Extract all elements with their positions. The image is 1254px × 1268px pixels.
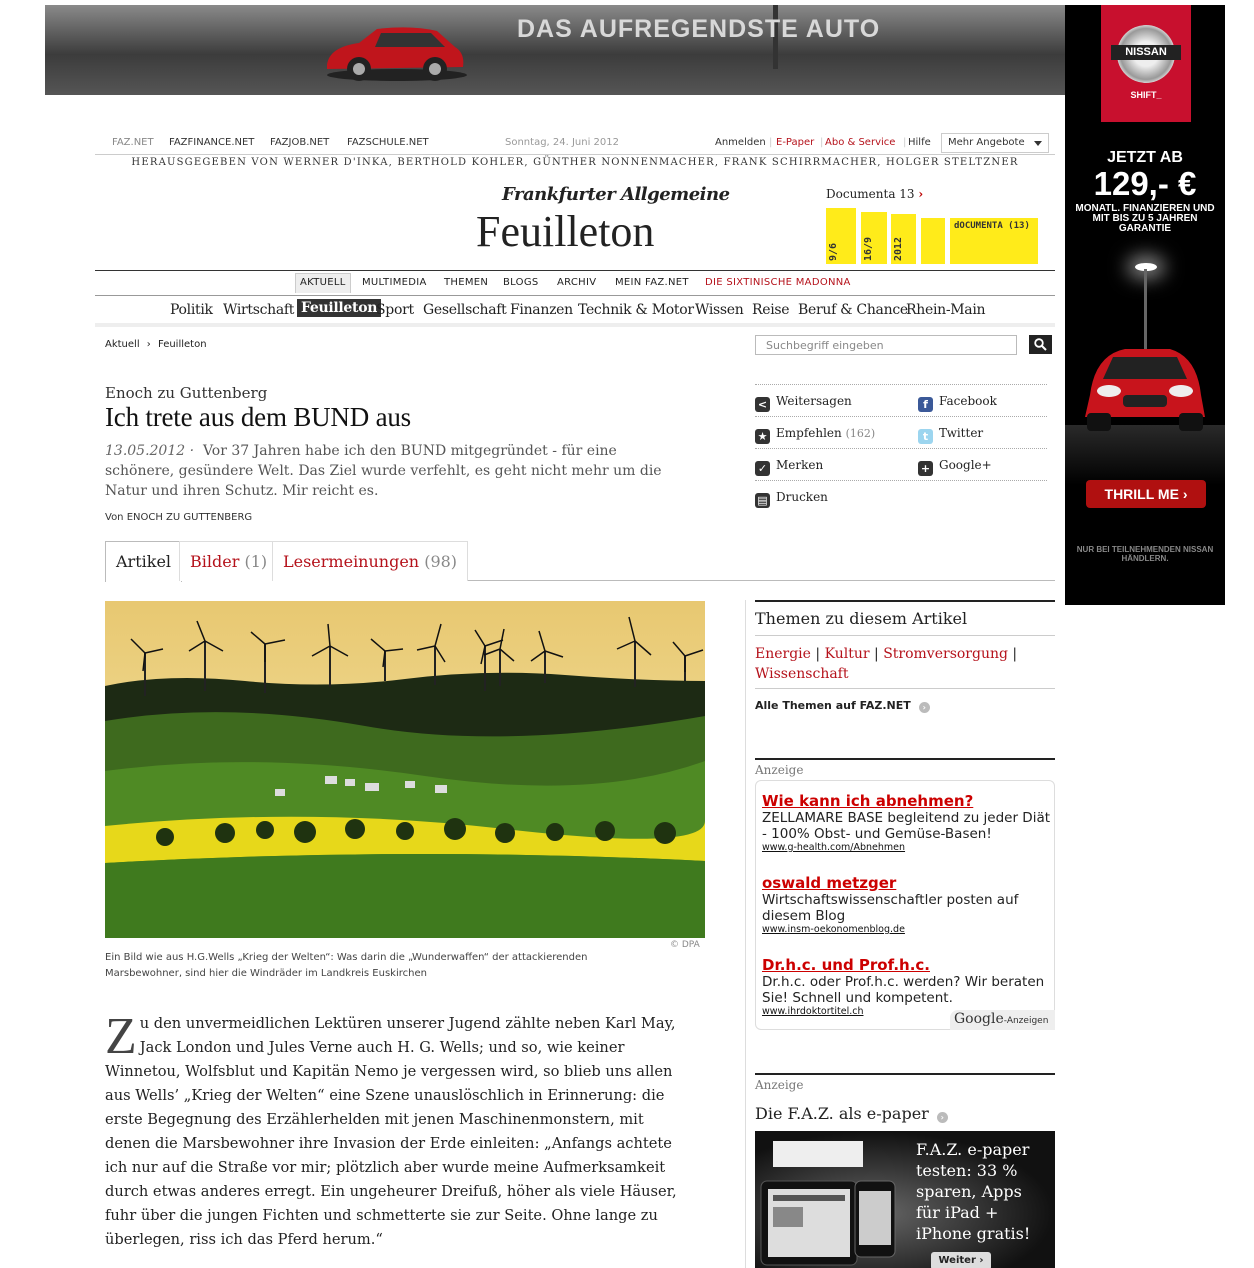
- plus-icon: +: [918, 461, 933, 476]
- breadcrumb: [105, 339, 207, 350]
- help-link[interactable]: Hilfe: [908, 137, 931, 148]
- twitter-icon: t: [918, 429, 933, 444]
- main-navigation: [95, 270, 1055, 296]
- divider: [755, 1073, 1055, 1075]
- drucken-label: Drucken: [776, 490, 828, 504]
- more-offers-label: Mehr Angebote: [948, 137, 1025, 148]
- facebook-icon: f: [918, 397, 933, 412]
- tab-bilder-label: Bilder: [190, 552, 240, 571]
- share-row: [755, 480, 1047, 512]
- empfehlen-button[interactable]: [755, 426, 875, 444]
- google-logo: Google: [954, 1011, 1004, 1027]
- documenta-strip: 9/6: [826, 208, 856, 264]
- share-icon: <: [755, 397, 770, 412]
- section-navigation: [95, 297, 1055, 327]
- faz-logo[interactable]: Frankfurter Allgemeine: [502, 184, 730, 205]
- documenta-tag: dOCUMENTA (13): [950, 218, 1038, 264]
- google-plus-button[interactable]: [918, 458, 992, 476]
- topnav-faznet[interactable]: FAZ.NET: [112, 137, 154, 148]
- article-teaser: [105, 441, 685, 501]
- weiter-button[interactable]: [931, 1252, 991, 1268]
- twitter-button[interactable]: [918, 426, 983, 444]
- merken-button[interactable]: [755, 458, 823, 476]
- thrill-me-label: THRILL ME: [1104, 486, 1179, 502]
- article-byline: Von ENOCH ZU GUTTENBERG: [105, 512, 253, 523]
- section-reise[interactable]: Reise: [752, 302, 790, 318]
- ad-description: Wirtschaftswissenschaftler posten auf diesem Blog: [762, 892, 1019, 924]
- skyscraper-ad[interactable]: [1065, 5, 1225, 605]
- nav-archiv[interactable]: ARCHIV: [557, 277, 597, 288]
- chevron-right-icon: ›: [919, 702, 930, 713]
- breadcrumb-feuilleton[interactable]: Feuilleton: [157, 339, 207, 350]
- sky-lead: JETZT AB: [1107, 149, 1183, 166]
- documenta-label: Documenta 13: [826, 187, 915, 201]
- themen-links: Energie | Kultur | Stromversorgung | Wissenschaft: [755, 635, 1055, 689]
- checkmark-icon: ✓: [755, 461, 770, 476]
- all-topics-link[interactable]: [755, 699, 930, 713]
- topic-stromversorgung[interactable]: Stromversorgung: [883, 646, 1008, 662]
- text-ad[interactable]: [762, 874, 1052, 935]
- photo-credit: © DPA: [670, 940, 700, 950]
- empfehlen-label: Empfehlen: [776, 426, 842, 440]
- merken-label: Merken: [776, 458, 824, 472]
- star-icon: ★: [755, 429, 770, 444]
- weitersagen-button[interactable]: [755, 394, 852, 412]
- facebook-label: Facebook: [939, 394, 997, 408]
- breadcrumb-aktuell[interactable]: Aktuell: [105, 339, 140, 350]
- search-button[interactable]: [1029, 335, 1052, 354]
- section-beruf[interactable]: Beruf & Chance: [798, 302, 908, 318]
- text-ad[interactable]: [762, 956, 1052, 1017]
- ad-description: ZELLAMARE BASE begleitend zu jeder Diät - 100% Obst- und Gemüse-Basen!: [762, 810, 1051, 842]
- documenta-strip: [921, 218, 945, 264]
- all-topics-label: Alle Themen auf FAZ.NET: [755, 699, 911, 712]
- teaser-text: Vor 37 Jahren habe ich den BUND mitgegründet - für eine schönere, gesündere Welt. Das Ziel wurde verfehlt, es geht nicht mehr um die Natur und ihren Schutz. Mir reicht es.: [105, 443, 662, 499]
- section-wissen[interactable]: Wissen: [695, 302, 744, 318]
- nav-themen[interactable]: THEMEN: [444, 277, 489, 288]
- chevron-right-icon: ›: [937, 1112, 948, 1123]
- epaper-title[interactable]: [755, 1104, 948, 1123]
- tab-bilder-count: (1): [244, 552, 268, 571]
- google-plus-label: Google+: [939, 458, 992, 472]
- tablet-phone-image: [755, 1131, 915, 1268]
- article-tabs: [105, 541, 1055, 581]
- documenta-strip: 2012: [891, 214, 916, 264]
- text-ad[interactable]: [762, 792, 1052, 853]
- tab-artikel[interactable]: Artikel: [105, 541, 182, 582]
- section-wirtschaft[interactable]: Wirtschaft: [223, 302, 295, 318]
- epaper-text: F.A.Z. e-paper testen: 33 % sparen, Apps für iPad + iPhone gratis!: [916, 1140, 1031, 1243]
- nissan-brand: NISSAN: [1111, 45, 1181, 60]
- section-technik[interactable]: Technik & Motor: [578, 302, 694, 318]
- documenta-strip: 16/9: [861, 212, 887, 264]
- nav-mein-faz[interactable]: MEIN FAZ.NET: [615, 277, 689, 288]
- share-row: [755, 448, 1047, 480]
- ad-title[interactable]: Dr.h.c. und Prof.h.c.: [762, 956, 930, 974]
- google-ads-label[interactable]: [950, 1010, 1055, 1030]
- car-front-image: [1075, 335, 1215, 435]
- section-sport[interactable]: Sport: [376, 302, 414, 318]
- ad-description: Dr.h.c. oder Prof.h.c. werden? Wir beraten Sie! Schnell und kompetent.: [762, 974, 1045, 1006]
- themen-box-top: [755, 600, 1055, 602]
- epaper-ad[interactable]: [755, 1131, 1055, 1268]
- article-body: [105, 1008, 680, 1252]
- ad-url[interactable]: www.g-health.com/Abnehmen: [762, 842, 906, 853]
- car-image: [319, 23, 469, 83]
- facebook-button[interactable]: [918, 394, 997, 412]
- sky-financing: MONATL. FINANZIEREN UND MIT BIS ZU 5 JAHREN GARANTIE: [1075, 203, 1215, 234]
- ad-label: Anzeige: [755, 1078, 804, 1092]
- weitersagen-label: Weitersagen: [776, 394, 852, 408]
- epaper-link[interactable]: E-Paper: [776, 137, 815, 148]
- section-gesellschaft[interactable]: Gesellschaft: [423, 302, 507, 318]
- search-input[interactable]: Suchbegriff eingeben: [755, 335, 1017, 355]
- section-rhein-main[interactable]: Rhein-Main: [906, 302, 986, 318]
- section-finanzen[interactable]: Finanzen: [510, 302, 573, 318]
- ad-title[interactable]: oswald metzger: [762, 874, 897, 892]
- text-ads-box: [755, 780, 1055, 1030]
- google-ads-suffix: -Anzeigen: [1003, 1016, 1049, 1026]
- nav-blogs[interactable]: BLOGS: [503, 277, 539, 288]
- column-divider: [745, 600, 746, 1268]
- nav-madonna[interactable]: DIE SIXTINISCHE MADONNA: [705, 277, 851, 288]
- topnav-fazfinance[interactable]: FAZFINANCE.NET: [169, 137, 255, 148]
- article-date: 13.05.2012 ·: [105, 443, 195, 459]
- weiter-label: Weiter: [938, 1255, 976, 1266]
- article-headline: Ich trete aus dem BUND aus: [105, 402, 411, 432]
- drop-cap: Z: [105, 1008, 137, 1065]
- empfehlen-count: (162): [845, 427, 876, 440]
- ad-url[interactable]: www.insm-oekonomenblog.de: [762, 924, 905, 935]
- nav-aktuell[interactable]: AKTUELL: [295, 273, 351, 293]
- topic-wissenschaft[interactable]: Wissenschaft: [755, 666, 849, 682]
- thrill-me-button[interactable]: [1086, 480, 1206, 508]
- ad-title[interactable]: Wie kann ich abnehmen?: [762, 792, 974, 810]
- banner-headline: DAS AUFREGENDSTE AUTO: [517, 15, 881, 43]
- chevron-right-icon: ›: [146, 339, 151, 350]
- current-date: Sonntag, 24. Juni 2012: [505, 137, 620, 148]
- section-title: Feuilleton: [476, 207, 655, 256]
- search-icon: [1034, 338, 1047, 351]
- chevron-down-icon: [1034, 141, 1042, 146]
- section-feuilleton[interactable]: Feuilleton: [297, 299, 381, 317]
- chevron-right-icon: ›: [979, 1255, 984, 1266]
- tab-leser-label: Lesermeinungen: [283, 552, 420, 571]
- separator: |: [820, 137, 824, 148]
- tab-lesermeinungen[interactable]: [272, 541, 468, 581]
- article-photo[interactable]: [105, 601, 705, 938]
- printer-icon: ▤: [755, 493, 770, 508]
- ad-url[interactable]: www.ihrdoktortitel.ch: [762, 1006, 864, 1017]
- login-link[interactable]: Anmelden: [715, 137, 766, 148]
- topnav-fazjob[interactable]: FAZJOB.NET: [270, 137, 330, 148]
- separator: |: [769, 137, 773, 148]
- topnav-fazschule[interactable]: FAZSCHULE.NET: [347, 137, 429, 148]
- divider: [755, 758, 1055, 760]
- topic-kultur[interactable]: Kultur: [824, 646, 870, 662]
- ad-label: Anzeige: [755, 763, 804, 777]
- nav-multimedia[interactable]: MULTIMEDIA: [362, 277, 427, 288]
- more-offers-dropdown[interactable]: [941, 133, 1049, 153]
- article-kicker: Enoch zu Guttenberg: [105, 384, 268, 402]
- article-paragraph: u den unvermeidlichen Lektüren unserer Jugend zählte neben Karl May, Jack London und Jules Verne auch H. G. Wells; und so, wie keiner Winnetou, Wolfsblut und Kapitän Nemo je vergessen wird, so blieb uns allen aus Wells’ „Krieg der Welten“ eine Szene unauslöschlich in Erinnerung: die erste Begegnung des Erzählerhelden mit jenen Maschinenmonstern, mit denen die Marsbewohner ihre Invasion der Erde einleiten: „Anfangs achtete ich nur auf die Straße vor mir; plötzlich aber wurde meine Aufmerksamkeit durch etwas anderes erregt. Ein ungeheurer Dreifuß, höher als viele Häuser, fuhr über die jungen Fichten und schmetterte sie zur Seite. Ohne lange zu überlegen, riss ich das Pferd herum.“: [105, 1015, 677, 1248]
- separator: |: [903, 137, 907, 148]
- sky-disclaimer: NUR BEI TEILNEHMENDEN NISSAN HÄNDLERN.: [1076, 545, 1214, 563]
- nissan-tagline: SHIFT_: [1130, 90, 1162, 100]
- section-politik[interactable]: Politik: [170, 302, 213, 318]
- themen-title: Themen zu diesem Artikel: [755, 609, 968, 628]
- share-row: [755, 416, 1047, 448]
- topic-energie[interactable]: Energie: [755, 646, 811, 662]
- drucken-button[interactable]: [755, 490, 828, 508]
- epaper-title-label: Die F.A.Z. als e-paper: [755, 1104, 929, 1123]
- photo-caption: Ein Bild wie aus H.G.Wells „Krieg der Welten“: Was darin die „Wunderwaffen“ der attackierenden Marsbewohner, sind hier die Windräder im Landkreis Euskirchen: [105, 952, 588, 979]
- top-navigation: [95, 133, 1055, 155]
- twitter-label: Twitter: [939, 426, 984, 440]
- nissan-logo-box: [1101, 5, 1191, 122]
- chevron-right-icon: ›: [1182, 486, 1188, 502]
- abo-service-link[interactable]: Abo & Service: [825, 137, 896, 148]
- chevron-right-icon: ›: [918, 187, 924, 201]
- tab-bilder[interactable]: [179, 541, 278, 581]
- top-banner-ad[interactable]: [45, 5, 1065, 95]
- sky-price: 129,- €: [1093, 165, 1197, 202]
- tab-leser-count: (98): [424, 552, 458, 571]
- share-row: [755, 384, 1047, 416]
- editors-line: HERAUSGEGEBEN VON WERNER D'INKA, BERTHOLD KOHLER, GÜNTHER NONNENMACHER, FRANK SCHIRRMACHER, HOLGER STELTZNER: [131, 157, 1019, 168]
- documenta-link[interactable]: [826, 187, 923, 201]
